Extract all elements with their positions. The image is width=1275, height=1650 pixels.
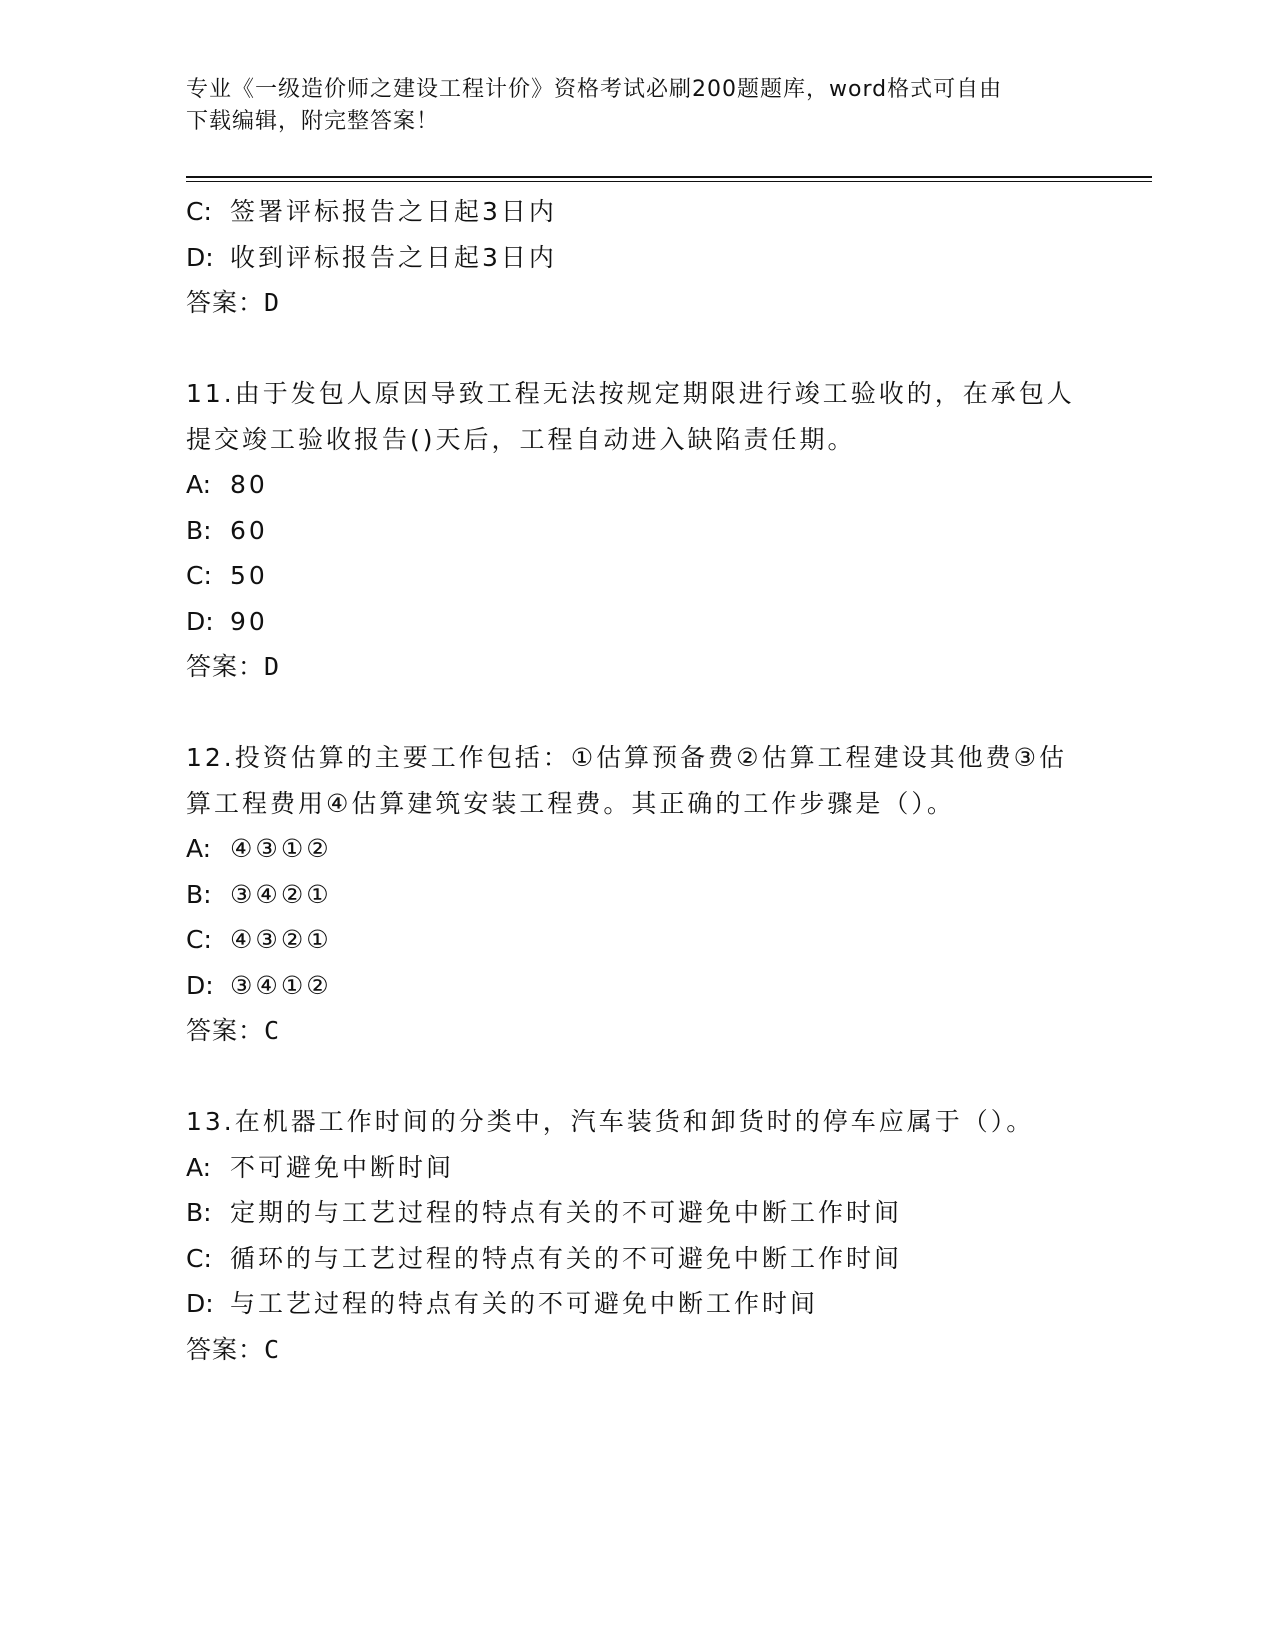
answer-line (186, 1327, 1086, 1373)
option-text: 循环的与工艺过程的特点有关的不可避免中断工作时间 (230, 1243, 903, 1273)
header-line-1: 专业《一级造价师之建设工程计价》资格考试必刷200题题库，word格式可自由 (186, 77, 1003, 102)
option-text: 60 (230, 515, 268, 545)
option-a (186, 1145, 1086, 1191)
option-prefix: B: (186, 879, 212, 909)
answer-line (186, 1008, 1086, 1054)
option-c (186, 189, 1086, 235)
option-text: 90 (230, 606, 268, 636)
option-d (186, 963, 1086, 1009)
option-d (186, 1281, 1086, 1327)
option-text: 收到评标报告之日起3日内 (230, 242, 557, 272)
option-c (186, 553, 1086, 599)
question-block-11 (186, 371, 1086, 690)
option-b (186, 1190, 1086, 1236)
option-b (186, 872, 1086, 918)
option-prefix: A: (186, 834, 212, 863)
question-text: 13.在机器工作时间的分类中，汽车装货和卸货时的停车应属于（）。 (186, 1107, 1035, 1136)
option-a (186, 462, 1086, 508)
option-d (186, 235, 1086, 281)
answer-line (186, 280, 1086, 326)
option-text: ③④①② (230, 970, 332, 1000)
option-prefix: D: (186, 606, 214, 636)
option-d (186, 599, 1086, 645)
option-prefix: C: (186, 925, 212, 954)
option-text: 50 (230, 561, 268, 590)
answer-value: C (264, 1016, 281, 1045)
answer-label: 答案： (186, 288, 265, 317)
spacer (186, 1054, 1086, 1100)
answer-line (186, 644, 1086, 690)
answer-label: 答案： (186, 652, 265, 681)
option-prefix: D: (186, 1289, 214, 1318)
option-text: 签署评标报告之日起3日内 (230, 197, 557, 226)
header-rule-thin (186, 181, 1152, 182)
option-prefix: B: (186, 1198, 212, 1227)
option-prefix: C: (186, 197, 212, 226)
spacer (186, 326, 1086, 372)
option-text: 80 (230, 470, 268, 499)
option-prefix: A: (186, 1152, 212, 1182)
option-prefix: A: (186, 470, 212, 499)
option-text: 不可避免中断时间 (230, 1152, 455, 1182)
answer-label: 答案： (186, 1016, 265, 1045)
option-c (186, 917, 1086, 963)
option-a (186, 826, 1086, 872)
option-text: ④③①② (230, 834, 332, 863)
option-prefix: D: (186, 970, 214, 1000)
question-list (186, 189, 1086, 1372)
question-text: 12.投资估算的主要工作包括：①估算预备费②估算工程建设其他费③估算工程费用④估算建筑安装工程费。其正确的工作步骤是（）。 (186, 743, 1067, 818)
option-prefix: B: (186, 515, 212, 545)
answer-label: 答案： (186, 1334, 265, 1364)
question-block-13 (186, 1099, 1086, 1372)
question-block-12 (186, 735, 1086, 1054)
answer-value: D (264, 288, 281, 317)
header-line-2: 下载编辑，附完整答案！ (186, 109, 440, 134)
page-header (186, 74, 1066, 138)
option-prefix: C: (186, 561, 212, 590)
spacer (186, 690, 1086, 736)
option-c (186, 1236, 1086, 1282)
option-prefix: C: (186, 1243, 212, 1273)
option-b (186, 508, 1086, 554)
question-text: 11.由于发包人原因导致工程无法按规定期限进行竣工验收的，在承包人提交竣工验收报告()天后，工程自动进入缺陷责任期。 (186, 379, 1075, 454)
option-text: ③④②① (230, 879, 332, 909)
option-text: 与工艺过程的特点有关的不可避免中断工作时间 (230, 1289, 819, 1318)
option-text: ④③②① (230, 925, 332, 954)
option-text: 定期的与工艺过程的特点有关的不可避免中断工作时间 (230, 1198, 903, 1227)
answer-value: D (264, 652, 281, 681)
question-block-prev (186, 189, 1086, 326)
option-prefix: D: (186, 242, 214, 272)
header-rule-thick (186, 176, 1152, 178)
answer-value: C (264, 1334, 281, 1364)
